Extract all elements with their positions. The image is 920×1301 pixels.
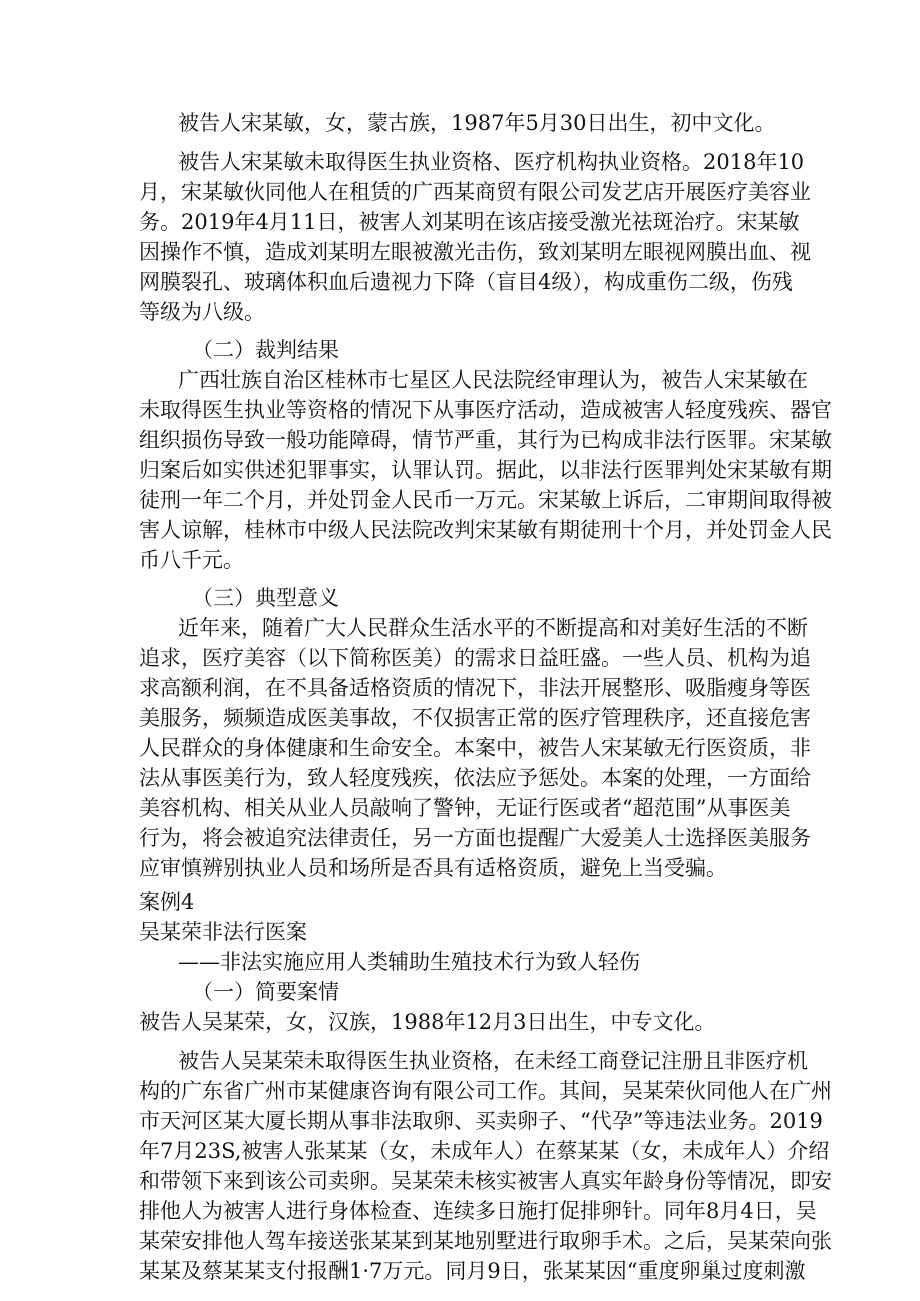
paragraph-significance-line-8: 行为，将会被追究法律责任，另一方面也提醒广大爱美人士选择医美服务 bbox=[139, 826, 811, 850]
heading-judgment-result: （二）裁判结果 bbox=[192, 338, 339, 362]
paragraph-facts-wu-line-8: 某某及蔡某某支付报酬1·7万元。同月9日，张某某因“重度卵巢过度刺激 bbox=[139, 1259, 806, 1283]
paragraph-facts-song-line-2: 月，宋某敏伙同他人在租赁的广西某商贸有限公司发艺店开展医疗美容业 bbox=[139, 180, 811, 204]
heading-typical-significance: （三）典型意义 bbox=[192, 586, 339, 610]
case-subtitle: ——非法实施应用人类辅助生殖技术行为致人轻伤 bbox=[178, 950, 640, 974]
paragraph-judgment-line-6: 害人谅解，桂林市中级人民法院改判宋某敏有期徒刑十个月，并处罚金人民 bbox=[139, 518, 832, 542]
paragraph-judgment-line-1: 广西壮族自治区桂林市七星区人民法院经审理认为，被告人宋某敏在 bbox=[178, 368, 808, 392]
paragraph-judgment-line-5: 徒刑一年二个月，并处罚金人民币一万元。宋某敏上诉后，二审期间取得被 bbox=[139, 488, 832, 512]
paragraph-significance-line-9: 应审慎辨别执业人员和场所是否具有适格资质，避免上当受骗。 bbox=[139, 856, 727, 880]
paragraph-significance-line-6: 法从事医美行为，致人轻度残疾，依法应予惩处。本案的处理，一方面给 bbox=[139, 766, 811, 790]
paragraph-facts-song-line-4: 因操作不慎，造成刘某明左眼被激光击伤，致刘某明左眼视网膜出血、视 bbox=[139, 240, 811, 264]
paragraph-judgment-line-2: 未取得医生执业等资格的情况下从事医疗活动，造成被害人轻度残疾、器官 bbox=[139, 398, 832, 422]
paragraph-judgment-line-3: 组织损伤导致一般功能障碍，情节严重，其行为已构成非法行医罪。宋某敏 bbox=[139, 428, 832, 452]
paragraph-judgment-line-7: 币八千元。 bbox=[139, 548, 244, 572]
paragraph-facts-wu-line-6: 排他人为被害人进行身体检查、连续多日施打促排卵针。同年8月4日，吴 bbox=[139, 1199, 817, 1223]
paragraph-significance-line-1: 近年来，随着广大人民群众生活水平的不断提高和对美好生活的不断 bbox=[178, 616, 808, 640]
paragraph-facts-wu-line-4: 年7月23S,被害人张某某（女，未成年人）在蔡某某（女，未成年人）介绍 bbox=[139, 1139, 830, 1163]
paragraph-significance-line-5: 人民群众的身体健康和生命安全。本案中，被告人宋某敏无行医资质，非 bbox=[139, 736, 811, 760]
paragraph-facts-wu-line-1: 被告人吴某荣未取得医生执业资格，在未经工商登记注册且非医疗机 bbox=[178, 1049, 808, 1073]
paragraph-facts-song-line-6: 等级为八级。 bbox=[139, 300, 265, 324]
paragraph-significance-line-2: 追求，医疗美容（以下简称医美）的需求日益旺盛。一些人员、机构为追 bbox=[139, 646, 811, 670]
paragraph-significance-line-3: 求高额利润，在不具备适格资质的情况下，非法开展整形、吸脂瘦身等医 bbox=[139, 676, 811, 700]
paragraph-facts-song-line-3: 务。2019年4月11日，被害人刘某明在该店接受激光祛斑治疗。宋某敏 bbox=[139, 210, 800, 234]
paragraph-facts-wu-line-7: 某荣安排他人驾车接送张某某到某地别墅进行取卵手术。之后，吴某荣向张 bbox=[139, 1229, 832, 1253]
paragraph-facts-song-line-1: 被告人宋某敏未取得医生执业资格、医疗机构执业资格。2018年10 bbox=[178, 150, 805, 174]
paragraph-significance-line-7: 美容机构、相关从业人员敲响了警钟，无证行医或者“超范围”从事医美 bbox=[139, 796, 791, 820]
paragraph-facts-song-line-5: 网膜裂孔、玻璃体积血后遗视力下降（盲目4级），构成重伤二级，伤残 bbox=[139, 270, 793, 294]
paragraph-defendant-song-line-1: 被告人宋某敏，女，蒙古族，1987年5月30日出生，初中文化。 bbox=[178, 111, 776, 135]
paragraph-facts-wu-line-5: 和带领下来到该公司卖卵。吴某荣未核实被害人真实年龄身份等情况，即安 bbox=[139, 1169, 832, 1193]
paragraph-facts-wu-line-3: 市天河区某大厦长期从事非法取卵、买卖卵子、“代孕”等违法业务。2019 bbox=[139, 1109, 823, 1133]
paragraph-judgment-line-4: 归案后如实供述犯罪事实，认罪认罚。据此，以非法行医罪判处宋某敏有期 bbox=[139, 458, 832, 482]
paragraph-significance-line-4: 美服务，频频造成医美事故，不仅损害正常的医疗管理秩序，还直接危害 bbox=[139, 706, 811, 730]
case-title: 吴某荣非法行医案 bbox=[139, 920, 307, 944]
paragraph-defendant-wu-line-1: 被告人吴某荣，女，汉族，1988年12月3日出生，中专文化。 bbox=[139, 1010, 716, 1034]
paragraph-facts-wu-line-2: 构的广东省广州市某健康咨询有限公司工作。其间，吴某荣伙同他人在广州 bbox=[139, 1079, 832, 1103]
heading-brief-facts: （一）简要案情 bbox=[192, 980, 339, 1004]
case-number-label: 案例4 bbox=[139, 890, 195, 914]
